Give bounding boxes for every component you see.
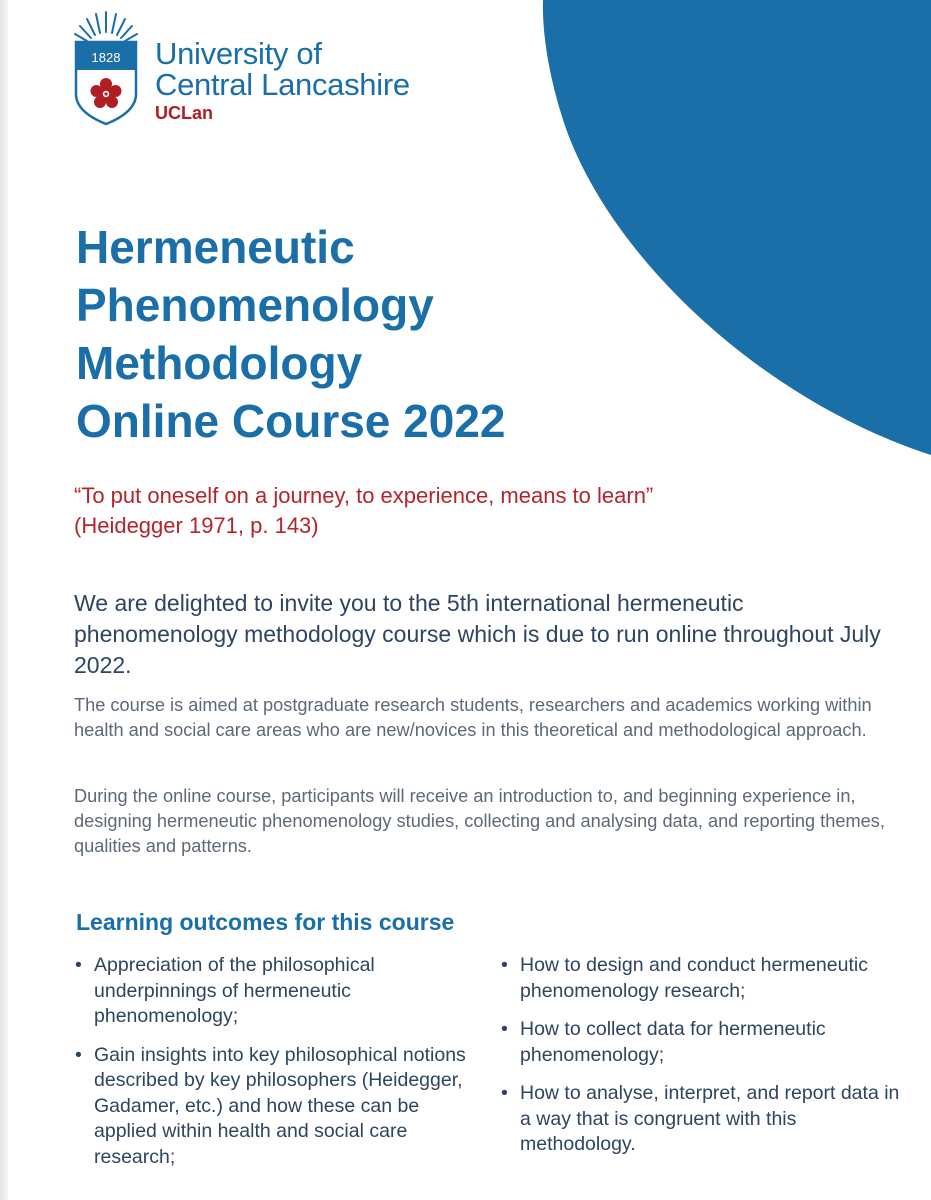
university-name (155, 38, 410, 124)
list-item-text: Gain insights into key philosophical notions described by key philosophers (Heidegger, Gadamer, etc.) and how these can be applied within health and social care research; (94, 1043, 466, 1168)
list-item (74, 953, 474, 1030)
bullet-icon: • (75, 1043, 82, 1066)
title-line: Phenomenology (76, 279, 434, 331)
intro-paragraph-audience: The course is aimed at postgraduate research students, researchers and academics working within health and social care areas who are new/novices in this theoretical and methodological approach. (74, 695, 872, 740)
university-name-line-1: University of (155, 36, 322, 71)
crest-year: 1828 (91, 50, 121, 65)
quote-text: “To put oneself on a journey, to experience, means to learn” (74, 483, 654, 508)
bullet-icon: • (75, 954, 82, 976)
learning-outcomes-right-list (500, 953, 910, 1171)
title-line: Methodology (76, 337, 363, 389)
learning-outcomes-heading: Learning outcomes for this course (76, 909, 455, 935)
title-line: Online Course 2022 (76, 395, 506, 447)
list-item (500, 1017, 910, 1068)
list-item-text: How to collect data for hermeneutic phenomenology; (520, 1018, 826, 1066)
list-item (500, 1081, 910, 1158)
university-name-line-2: Central Lancashire (155, 67, 410, 102)
bullet-icon: • (501, 1018, 508, 1040)
intro-lead: We are delighted to invite you to the 5th international hermeneutic phenomenology methodology course which is due to run online throughout July 2022. (74, 590, 881, 678)
list-item (500, 953, 910, 1004)
learning-outcomes-left-list (74, 953, 474, 1183)
university-abbreviation: UCLan (155, 103, 213, 123)
list-item-text: Appreciation of the philosophical underpinnings of hermeneutic phenomenology; (94, 954, 375, 1027)
title-line: Hermeneutic (76, 221, 355, 273)
heidegger-quote (74, 481, 653, 541)
list-item-text: How to design and conduct hermeneutic phenomenology research; (520, 954, 868, 1002)
course-title (76, 218, 506, 450)
list-item-text: How to analyse, interpret, and report data in a way that is congruent with this methodology. (520, 1082, 900, 1155)
sun-rays-icon (75, 12, 137, 41)
university-crest (70, 8, 142, 128)
intro-paragraph-content: During the online course, participants will receive an introduction to, and beginning experience in, designing hermeneutic phenomenology studies, collecting and analysing data, and reporting themes, qualities and patterns. (74, 786, 885, 856)
bullet-icon: • (501, 954, 508, 976)
list-item (74, 1043, 474, 1171)
quote-citation: (Heidegger 1971, p. 143) (74, 513, 319, 538)
bullet-icon: • (501, 1082, 508, 1104)
